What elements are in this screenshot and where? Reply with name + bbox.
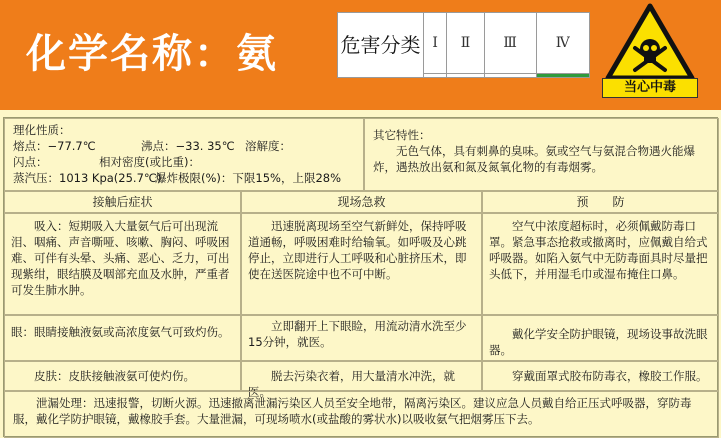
- prevention-inhalation: [482, 213, 719, 315]
- properties-row-2: [13, 154, 355, 170]
- hazard-class-4-selected-mark: [536, 74, 590, 78]
- column-header-symptoms: 接触后症状: [4, 191, 241, 213]
- hazard-class-2-mark: [447, 74, 484, 78]
- first-aid-inhalation-text: 迅速脱离现场至空气新鲜处，保持呼吸道通畅，呼吸困难时给输氧。如呼吸及心跳停止，立即进行人工呼吸和心脏挤压术，即使在送医院途中也不可中断。: [248, 219, 467, 281]
- hazard-class-1: Ⅰ: [424, 13, 447, 74]
- prevention-eye: [482, 315, 719, 361]
- hazard-class-3: Ⅲ: [484, 13, 536, 74]
- first-aid-eye-text: 立即翻开上下眼睑，用流动清水洗至少15分钟，就医。: [248, 319, 467, 349]
- chemical-name-title: 化学名称：氨: [26, 31, 278, 77]
- first-aid-inhalation: [241, 213, 482, 315]
- first-aid-skin-text: 脱去污染衣着，用大量清水冲洗，就医。: [248, 369, 455, 399]
- first-aid-eye: [241, 315, 482, 361]
- prevention-inhalation-text: 空气中浓度超标时，必须佩戴防毒口罩。紧急事态抢救或撤离时，应佩戴自给式呼吸器。如陷入氨气中无防毒面具时尽量把头低下，并用湿毛巾或湿布掩住口鼻。: [489, 219, 708, 281]
- symptom-skin-text: 皮肤：皮肤接触液氨可使灼伤。: [34, 369, 195, 383]
- prevention-eye-text: 戴化学安全防护眼镜，现场设事故洗眼器。: [489, 327, 708, 357]
- hazard-class-label: 危害分类: [338, 13, 424, 78]
- leak-handling-text: 泄漏处理：迅速报警，切断火源。迅速撤离泄漏污染区人员至安全地带，隔离污染区。建议应急人员戴自给正压式呼吸器，穿防毒服，戴化学防护眼镜，戴橡胶手套。大量泄漏，可现场喷水(或盐酸的雾状水)以吸收氨气把烟雾压下去。: [13, 396, 692, 426]
- symptom-skin: [4, 361, 241, 391]
- explosion-limits: 爆炸极限(%)：下限15%，上限28%: [155, 171, 342, 185]
- first-aid-skin: [241, 361, 482, 399]
- warning-sign-label: 当心中毒: [602, 78, 698, 98]
- symptom-eye: [4, 315, 241, 361]
- boiling-point: 沸点：−33. 35℃: [141, 139, 235, 153]
- properties-title: 理化性质：: [13, 123, 71, 137]
- header-banner: [0, 0, 721, 110]
- solubility: 溶解度：: [245, 139, 291, 153]
- symptom-inhalation-text: 吸入：短期吸入大量氨气后可出现流泪、咽痛、声音嘶哑、咳嗽、胸闷、呼吸困难、可伴有头晕、头痛、恶心、乏力，可出现紫绀，眼结膜及咽部充血及水肿，严重者可发生肺水肿。: [11, 219, 230, 297]
- skull-warning-icon: [606, 4, 694, 80]
- prevention-skin-text: 穿戴面罩式胶布防毒衣，橡胶工作服。: [512, 369, 708, 383]
- info-panel: [3, 117, 718, 437]
- hazard-class-4: Ⅳ: [536, 13, 590, 74]
- other-properties-cell: [364, 118, 719, 191]
- melting-point: 熔点：−77.7℃: [13, 139, 96, 153]
- hazard-class-2: Ⅱ: [447, 13, 484, 74]
- column-header-first-aid: 现场急救: [241, 191, 482, 213]
- column-header-prevention: 预 防: [482, 191, 719, 213]
- warning-sign: [602, 4, 698, 100]
- hazard-class-table: [337, 12, 590, 78]
- leak-handling: [4, 391, 719, 438]
- properties-row-1: [13, 138, 355, 154]
- symptom-inhalation: [4, 213, 241, 315]
- hazard-class-3-mark: [484, 74, 536, 78]
- vapor-pressure: 蒸汽压：1013 Kpa(25.7℃): [13, 171, 162, 185]
- other-properties-title: 其它特性：: [373, 128, 431, 142]
- flash-point: 闪点：: [13, 155, 48, 169]
- other-properties-text: 无色气体，具有刺鼻的臭味。氨或空气与氨混合物遇火能爆炸，遇热放出氨和氮及氮氧化物的有毒烟雾。: [373, 144, 695, 174]
- hazard-class-1-mark: [424, 74, 447, 78]
- properties-cell: [4, 118, 364, 191]
- symptom-eye-text: 眼：眼睛接触液氨或高浓度氨气可致灼伤。: [11, 325, 230, 339]
- prevention-skin: [482, 361, 719, 391]
- relative-density: 相对密度(或比重)：: [99, 155, 200, 169]
- properties-row-3: [13, 170, 355, 186]
